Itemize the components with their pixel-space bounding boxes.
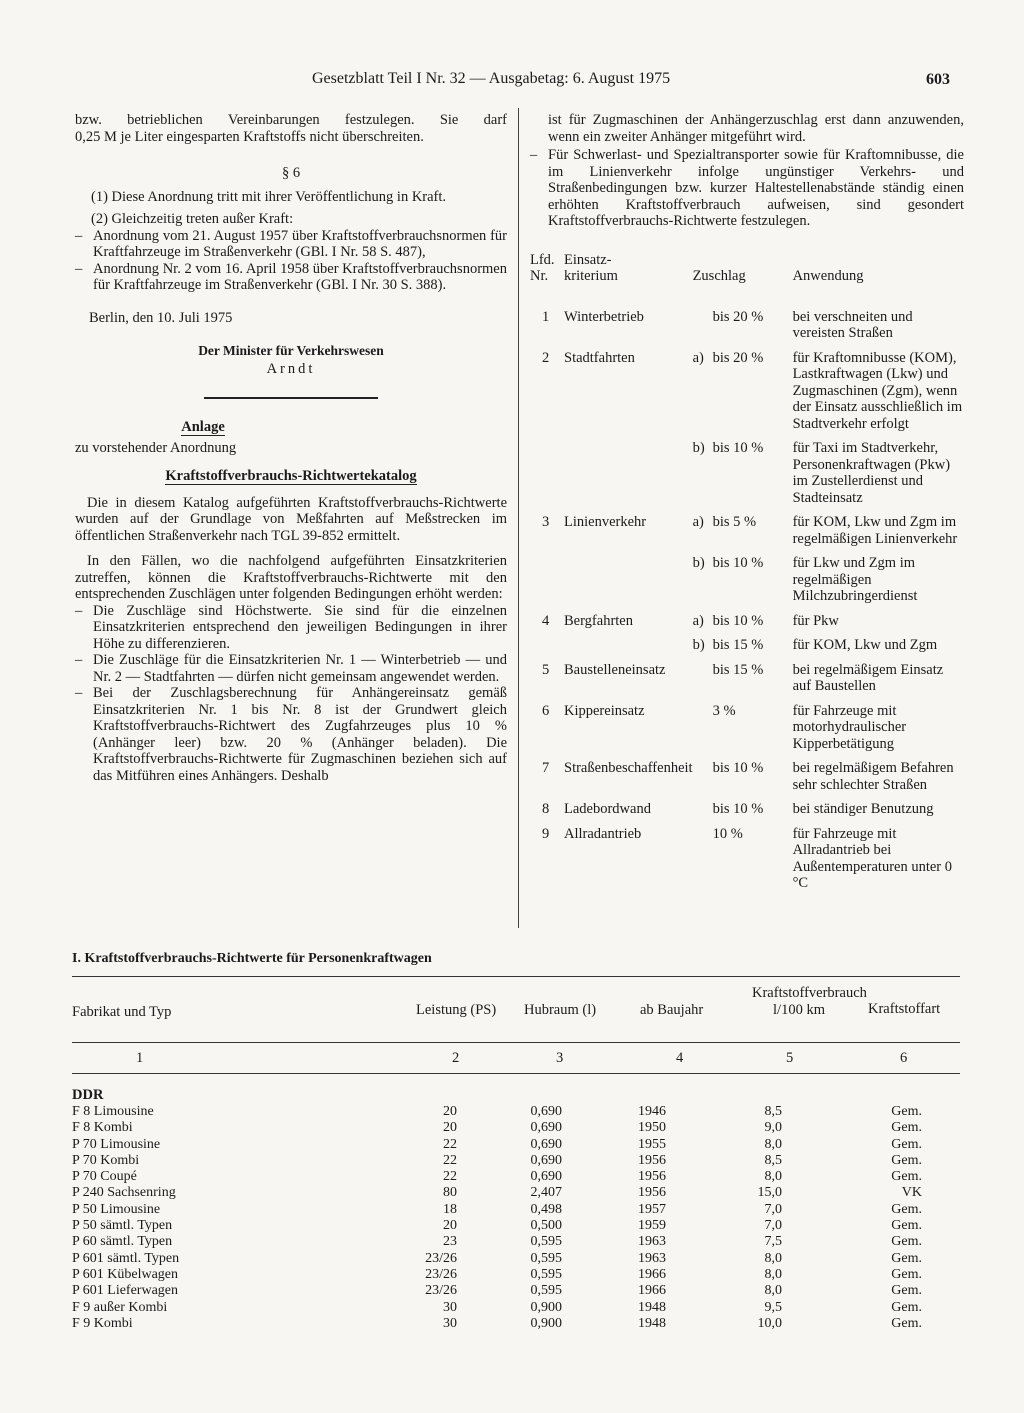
criteria-name: Ladebordwand (564, 801, 651, 817)
section-heading: § 6 (281, 165, 301, 181)
table-row (72, 1153, 960, 1169)
criteria-application: für Fahrzeuge mit motorhydraulischer Kipperbetätigung (792, 702, 907, 752)
pkw-header-fuel: Kraftstoffart (868, 1001, 941, 1017)
header-nr-b: Nr. (530, 268, 549, 284)
table-row (72, 1169, 960, 1185)
pkw-type: P 601 Kübelwagen (72, 1266, 179, 1282)
criteria-row (530, 309, 964, 350)
criteria-name: Baustelleneinsatz (564, 661, 666, 678)
pkw-fuel: Gem. (891, 1104, 922, 1119)
table-row (72, 1300, 960, 1316)
criteria-name: Linienverkehr (564, 514, 647, 530)
criteria-name (564, 555, 693, 613)
criteria-application: bei verschneiten und vereisten Straßen (792, 308, 913, 341)
table-row (72, 1267, 960, 1283)
table-row (72, 1202, 960, 1218)
criteria-nr (530, 637, 564, 662)
criteria-nr: 6 (542, 702, 550, 719)
criteria-application: für KOM, Lkw und Zgm (792, 637, 938, 653)
annex-subtitle: zu vorstehender Anordnung (75, 439, 237, 456)
intro-line-1: bzw. betrieblichen Vereinbarungen festzulegen. Sie darf (75, 112, 507, 128)
pkw-colnum-5: 5 (786, 1050, 794, 1066)
criteria-sub: a) (692, 349, 704, 366)
pkw-type: P 70 Coupé (72, 1169, 137, 1185)
running-title: Gesetzblatt Teil I Nr. 32 — Ausgabetag: 6. August 1975 (312, 70, 671, 87)
pkw-year: 1956 (638, 1152, 666, 1168)
pkw-title: I. Kraftstoffverbrauchs-Richtwerte für Personenkraftwagen (72, 951, 432, 966)
criteria-surcharge: 3 % (712, 702, 736, 719)
pkw-displacement: 0,690 (530, 1136, 562, 1152)
annex-label-text: Anlage (181, 419, 225, 435)
criteria-application: bei ständiger Benutzung (792, 801, 934, 817)
annex-label (75, 419, 507, 436)
criteria-row (530, 703, 964, 761)
criteria-sub: b) (692, 637, 705, 653)
table-row (72, 1120, 960, 1136)
special-transport-text: Für Schwerlast- und Spezialtransporter sowie für Kraftomnibusse, die im Linienverkehr infolge ungünstiger Verkehrs- und Straßenbedingungen bzw. kurzer Haltestellenabstände ständig einen erhöhten Kraftstoffverbrauch aufweisen, sind gesondert Kraftstoffverbrauchs-Richtwerte festzulegen. (548, 147, 964, 229)
page-number: 603 (926, 71, 950, 88)
criteria-application: für Lkw und Zgm im regelmäßigen Milchzubringerdienst (792, 555, 918, 604)
pkw-type: P 70 Limousine (72, 1136, 161, 1152)
pkw-year: 1956 (638, 1169, 666, 1185)
catalog-paragraph-1: Die in diesem Katalog aufgeführten Kraftstoffverbrauchs-Richtwerte wurden auf der Grundlage von Meßfahrten auf Meßstrecken im öffentlichen Straßenverkehr nach TGL 39-852 ermittelt. (75, 494, 507, 544)
paragraph-2: (2) Gleichzeitig treten außer Kraft: (91, 211, 294, 227)
pkw-colnum-1: 1 (136, 1050, 144, 1066)
criteria-nr (530, 440, 564, 514)
pkw-year: 1955 (638, 1136, 666, 1152)
pkw-consumption: 8,0 (764, 1283, 782, 1299)
table-row (72, 1185, 960, 1201)
condition-3-text: Bei der Zuschlagsberechnung für Anhängereinsatz gemäß Einsatzkriterien Nr. 1 bis Nr. 8 ist der Grundwert gleich Kraftstoffverbrauchs-Richtwert des Zugfahrzeuges plus 10 % (Anhänger leer) bzw. 20 % (Anhänger beladen). Die Kraftstoffverbrauchs-Richtwerte für Zugmaschinen beziehen sich auf das Mitführen eines Anhängers. Deshalb (93, 685, 507, 784)
criteria-surcharge: bis 10 % (712, 612, 764, 629)
criteria-surcharge: bis 15 % (712, 661, 764, 678)
pkw-header-rule-bottom (72, 1073, 960, 1074)
pkw-displacement: 0,690 (530, 1104, 562, 1119)
continuation-text: ist für Zugmaschinen der Anhängerzuschlag erst dann anzuwenden, wenn ein zweiter Anhänger mitgeführt wird. (548, 112, 964, 145)
pkw-consumption: 7,5 (764, 1234, 782, 1250)
criteria-sub: b) (692, 440, 705, 456)
column-divider (518, 108, 519, 928)
criteria-row (530, 440, 964, 514)
pkw-consumption: 9,0 (764, 1120, 782, 1136)
place-date: Berlin, den 10. Juli 1975 (89, 309, 233, 326)
pkw-displacement: 0,900 (530, 1315, 562, 1331)
criteria-name: Allradantrieb (564, 825, 642, 842)
criteria-row (530, 801, 964, 826)
pkw-year: 1948 (638, 1315, 666, 1331)
table-row (72, 1137, 960, 1153)
pkw-displacement: 0,900 (530, 1299, 562, 1315)
criteria-row (530, 662, 964, 703)
pkw-consumption: 8,5 (764, 1104, 782, 1119)
criteria-name: Straßenbeschaffenheit (564, 760, 693, 776)
pkw-power: 30 (443, 1315, 457, 1331)
criteria-row (530, 826, 964, 900)
criteria-application: für Kraftomnibusse (KOM), Lastkraftwagen (Lkw) und Zugmaschinen (Zgm), wenn der Einsatz ausschließlich im Stadtverkehr erfolgt (792, 349, 963, 432)
right-column (530, 112, 964, 900)
criteria-name (564, 637, 693, 662)
pkw-power: 23/26 (425, 1283, 457, 1299)
pkw-header-displacement: Hubraum (l) (524, 1002, 597, 1018)
pkw-type: P 50 sämtl. Typen (72, 1218, 173, 1234)
table-row (72, 1218, 960, 1234)
pkw-displacement: 0,690 (530, 1169, 562, 1185)
pkw-displacement: 0,690 (530, 1120, 562, 1136)
header-crit-b: kriterium (564, 268, 618, 284)
criteria-surcharge: 10 % (712, 825, 743, 842)
pkw-consumption: 9,5 (764, 1299, 782, 1315)
criteria-application: für Pkw (792, 612, 839, 629)
pkw-header-year: ab Baujahr (640, 1002, 704, 1018)
pkw-type: F 9 Kombi (72, 1315, 133, 1331)
criteria-row (530, 555, 964, 613)
pkw-year: 1966 (638, 1266, 666, 1282)
pkw-colnum-4: 4 (676, 1050, 684, 1066)
criteria-nr (530, 555, 564, 613)
pkw-year: 1950 (638, 1120, 666, 1136)
catalog-paragraph-2: In den Fällen, wo die nachfolgend aufgeführten Einsatzkriterien zutreffen, können die Kraftstoffverbrauchs-Richtwerte mit den entsprechenden Zuschlägen unter folgenden Bedingungen erhöht werden: (75, 553, 507, 602)
catalog-title-text: Kraftstoffverbrauchs-Richtwertekatalog (165, 468, 417, 484)
pkw-power: 23 (443, 1234, 457, 1250)
criteria-sub (693, 826, 713, 900)
header-application: Anwendung (792, 267, 864, 284)
criteria-surcharge: bis 20 % (712, 308, 764, 325)
criteria-name: Kippereinsatz (564, 702, 645, 719)
pkw-header-rule-top (72, 976, 960, 977)
pkw-fuel: Gem. (891, 1266, 922, 1282)
criteria-application: bei regelmäßigem Einsatz auf Baustellen (792, 661, 944, 694)
header-surcharge: Zuschlag (692, 267, 746, 284)
pkw-header-consumption: Kraftstoffverbrauch l/100 km (752, 985, 867, 1018)
pkw-fuel: Gem. (891, 1250, 922, 1266)
pkw-group-ddr: DDR (72, 1087, 104, 1103)
criteria-sub (693, 703, 713, 761)
criteria-row (530, 350, 964, 441)
pkw-fuel: Gem. (891, 1283, 922, 1299)
pkw-fuel: Gem. (891, 1169, 922, 1185)
condition-3: – Bei der Zuschlagsberechnung für Anhängereinsatz gemäß Einsatzkriterien Nr. 1 bis Nr. 8 ist der Grundwert gleich Kraftstoffverbrauchs-Richtwert des Zugfahrzeuges plus 10 % (Anhänger leer) bzw. 20 % (Anhänger beladen). Die Kraftstoffverbrauchs-Richtwerte für Zugmaschinen beziehen sich auf das Mitführen eines Anhängers. Deshalb (75, 685, 507, 784)
pkw-year: 1956 (638, 1185, 666, 1201)
criteria-surcharge: bis 5 % (712, 514, 757, 530)
pkw-type: P 70 Kombi (72, 1152, 140, 1168)
pkw-year: 1959 (638, 1218, 666, 1234)
pkw-fuel: Gem. (891, 1120, 922, 1136)
criteria-name: Winterbetrieb (564, 308, 644, 325)
criteria-header-row (530, 252, 964, 309)
criteria-row (530, 613, 964, 638)
criteria-nr: 8 (542, 801, 550, 817)
pkw-consumption: 8,0 (764, 1136, 782, 1152)
pkw-type: F 8 Kombi (72, 1120, 133, 1136)
condition-1-text: Die Zuschläge sind Höchstwerte. Sie sind für die einzelnen Einsatzkriterien entsprechend den jeweiligen Bedingungen in ihrer Höhe zu differenzieren. (93, 602, 507, 652)
pkw-fuel: Gem. (891, 1234, 922, 1250)
criteria-nr: 7 (542, 760, 550, 776)
header-crit-a: Einsatz- (564, 251, 612, 268)
pkw-consumption: 8,0 (764, 1250, 782, 1266)
pkw-displacement: 0,595 (530, 1266, 562, 1282)
signer-title: Der Minister für Verkehrswesen (198, 343, 384, 358)
table-row (72, 1234, 960, 1250)
pkw-power: 80 (443, 1185, 457, 1201)
pkw-fuel: Gem. (891, 1152, 922, 1168)
pkw-type: F 8 Limousine (72, 1104, 154, 1119)
pkw-power: 20 (443, 1218, 457, 1234)
left-column (75, 112, 507, 784)
pkw-power: 23/26 (425, 1266, 457, 1282)
repeal-item-2: – Anordnung Nr. 2 vom 16. April 1958 über Kraftstoffverbrauchsnormen für Kraftfahrzeuge im Straßenverkehr (GBl. I Nr. 30 S. 388). (75, 260, 507, 293)
condition-1: – Die Zuschläge sind Höchstwerte. Sie sind für die einzelnen Einsatzkriterien entsprechend den jeweiligen Bedingungen in ihrer Höhe zu differenzieren. (75, 602, 507, 652)
pkw-power: 20 (443, 1120, 457, 1136)
special-transport-item: – Für Schwerlast- und Spezialtransporter sowie für Kraftomnibusse, die im Linienverkehr infolge ungünstiger Verkehrs- und Straßenbedingungen bzw. kurzer Haltestellenabstände ständig einen erhöhten Kraftstoffverbrauch aufweisen, sind gesondert Kraftstoffverbrauchs-Richtwerte festzulegen. (530, 147, 964, 229)
pkw-consumption: 15,0 (757, 1185, 782, 1201)
pkw-displacement: 0,500 (530, 1218, 562, 1234)
pkw-displacement: 0,595 (530, 1234, 562, 1250)
pkw-fuel: VK (901, 1185, 922, 1201)
pkw-consumption: 8,0 (764, 1169, 782, 1185)
pkw-type: P 601 Lieferwagen (72, 1283, 178, 1299)
repeal-item-1-text: Anordnung vom 21. August 1957 über Kraftstoffverbrauchsnormen für Kraftfahrzeuge im Straßenverkehr (GBl. I Nr. 58 S. 487), (93, 227, 507, 260)
pkw-displacement: 0,595 (530, 1250, 562, 1266)
criteria-sub (693, 309, 713, 350)
table-row (72, 1104, 960, 1120)
pkw-displacement: 0,498 (530, 1201, 562, 1217)
header-nr-a: Lfd. (530, 251, 555, 268)
criteria-name: Bergfahrten (564, 612, 633, 629)
criteria-sub (693, 801, 713, 826)
criteria-nr: 3 (542, 514, 550, 530)
criteria-nr: 1 (542, 308, 550, 325)
criteria-application: bei regelmäßigem Befahren sehr schlechter Straßen (792, 760, 954, 793)
pkw-colnum-6: 6 (900, 1050, 908, 1066)
pkw-power: 22 (443, 1136, 457, 1152)
criteria-nr: 2 (542, 349, 550, 366)
criteria-sub (693, 662, 713, 703)
pkw-fuel: Gem. (891, 1315, 922, 1331)
criteria-surcharge: bis 10 % (712, 760, 764, 776)
criteria-sub (693, 760, 713, 801)
paragraph-1: (1) Diese Anordnung tritt mit ihrer Veröffentlichung in Kraft. (91, 188, 447, 205)
repeal-item-2-text: Anordnung Nr. 2 vom 16. April 1958 über Kraftstoffverbrauchsnormen für Kraftfahrzeuge im Straßenverkehr (GBl. I Nr. 30 S. 388). (93, 260, 507, 293)
pkw-type: P 240 Sachsenring (72, 1185, 176, 1201)
pkw-power: 22 (443, 1169, 457, 1185)
pkw-fuel: Gem. (891, 1201, 922, 1217)
pkw-displacement: 2,407 (530, 1185, 562, 1201)
pkw-year: 1963 (638, 1234, 666, 1250)
table-row (72, 1283, 960, 1299)
criteria-surcharge: bis 10 % (712, 440, 764, 456)
criteria-nr: 9 (542, 825, 550, 842)
pkw-consumption: 7,0 (764, 1218, 782, 1234)
pkw-header-type: Fabrikat und Typ (72, 1004, 172, 1020)
pkw-type: P 50 Limousine (72, 1201, 161, 1217)
pkw-power: 22 (443, 1152, 457, 1168)
pkw-consumption: 7,0 (764, 1201, 782, 1217)
criteria-nr: 5 (542, 661, 550, 678)
pkw-power: 23/26 (425, 1250, 457, 1266)
pkw-year: 1963 (638, 1250, 666, 1266)
pkw-consumption: 8,0 (764, 1266, 782, 1282)
pkw-header-power: Leistung (PS) (416, 1002, 497, 1018)
condition-2-text: Die Zuschläge für die Einsatzkriterien Nr. 1 — Winterbetrieb — und Nr. 2 — Stadtfahrten — dürfen nicht gemeinsam angewendet werden. (93, 652, 507, 685)
pkw-header-rule-mid (72, 1042, 960, 1043)
criteria-surcharge: bis 10 % (712, 555, 764, 571)
pkw-type: F 9 außer Kombi (72, 1299, 168, 1315)
pkw-power: 18 (443, 1201, 457, 1217)
pkw-consumption: 10,0 (757, 1315, 782, 1331)
pkw-consumption: 8,5 (764, 1152, 782, 1168)
pkw-year: 1957 (638, 1201, 666, 1217)
intro-line-2: 0,25 M je Liter eingesparten Kraftstoffs nicht überschreiten. (75, 128, 424, 145)
pkw-displacement: 0,690 (530, 1152, 562, 1168)
criteria-surcharge: bis 10 % (712, 801, 764, 817)
criteria-application: für KOM, Lkw und Zgm im regelmäßigen Linienverkehr (792, 514, 958, 547)
pkw-table (72, 1104, 960, 1332)
pkw-power: 20 (443, 1104, 457, 1119)
pkw-power: 30 (443, 1299, 457, 1315)
repeal-item-1: – Anordnung vom 21. August 1957 über Kraftstoffverbrauchsnormen für Kraftfahrzeuge im Straßenverkehr (GBl. I Nr. 58 S. 487), (75, 227, 507, 260)
pkw-year: 1946 (638, 1104, 666, 1119)
criteria-sub: b) (692, 555, 705, 571)
pkw-fuel: Gem. (891, 1299, 922, 1315)
pkw-fuel: Gem. (891, 1136, 922, 1152)
table-row (72, 1316, 960, 1332)
table-row (72, 1251, 960, 1267)
condition-2: – Die Zuschläge für die Einsatzkriterien Nr. 1 — Winterbetrieb — und Nr. 2 — Stadtfahrten — dürfen nicht gemeinsam angewendet werden. (75, 652, 507, 685)
pkw-colnum-3: 3 (556, 1050, 564, 1066)
pkw-year: 1948 (638, 1299, 666, 1315)
criteria-surcharge: bis 20 % (712, 349, 764, 366)
pkw-type: P 60 sämtl. Typen (72, 1234, 173, 1250)
criteria-row (530, 760, 964, 801)
pkw-type: P 601 sämtl. Typen (72, 1250, 180, 1266)
criteria-table (530, 252, 964, 900)
pkw-fuel: Gem. (891, 1218, 922, 1234)
criteria-sub: a) (692, 612, 704, 629)
criteria-row (530, 514, 964, 555)
criteria-row (530, 637, 964, 662)
criteria-application: für Taxi im Stadtverkehr, Personenkraftwagen (Pkw) im Zustellerdienst und Stadteinsatz (792, 440, 951, 506)
criteria-surcharge: bis 15 % (712, 637, 764, 653)
pkw-displacement: 0,595 (530, 1283, 562, 1299)
annex-rule (204, 397, 378, 399)
criteria-name (564, 440, 693, 514)
criteria-nr: 4 (542, 612, 550, 629)
pkw-year: 1966 (638, 1283, 666, 1299)
signer-name: Arndt (266, 360, 316, 377)
criteria-name: Stadtfahrten (564, 349, 635, 366)
criteria-sub: a) (692, 514, 704, 530)
pkw-colnum-2: 2 (452, 1050, 460, 1066)
catalog-title (75, 468, 507, 485)
criteria-application: für Fahrzeuge mit Allradantrieb bei Außentemperaturen unter 0 °C (792, 825, 953, 891)
